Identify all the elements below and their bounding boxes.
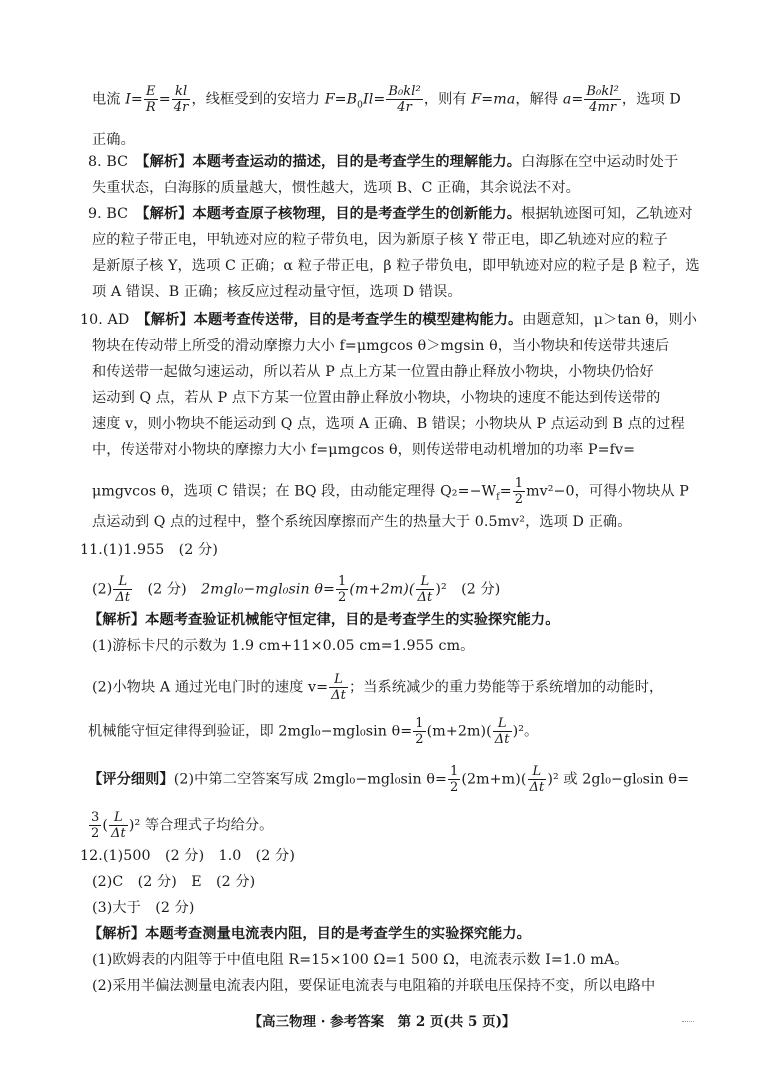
- denominator: 2: [338, 590, 347, 605]
- answer-10-line-2: 物块在传动带上所受的滑动摩擦力大小 f=μmgcos θ＞mgsin θ，当小物块和传送带共速后: [92, 338, 670, 354]
- expr: F=B: [324, 91, 358, 108]
- fraction-half: [336, 574, 348, 605]
- analysis-tag: 【解析】: [142, 206, 193, 222]
- answer-10-line-3: 和传送带一起做匀速运动，所以若从 P 点上方某一位置由静止释放小物块，小物块仍恰好: [92, 364, 654, 380]
- fraction-L-dt: [113, 574, 132, 605]
- denominator: 4mr: [589, 100, 617, 115]
- denominator: 2: [415, 732, 424, 747]
- answer-9-line-1: [0, 204, 764, 224]
- numerator: 3: [91, 810, 100, 825]
- expr: 2mgl₀−mgl₀sin θ=: [201, 581, 336, 598]
- answer-7-line-2: 正确。: [92, 132, 135, 148]
- numerator: 1: [449, 764, 459, 779]
- answer-10-line-8: 点运动到 Q 点的过程中，整个系统因摩擦而产生的热量大于 0.5mv²，选项 D 正确。: [92, 514, 632, 530]
- fraction-L-dt: [109, 810, 128, 841]
- expr: (m+2m)(: [349, 581, 415, 598]
- expr: F=ma: [471, 91, 516, 108]
- answer-11-part-2: [0, 574, 764, 605]
- answer-7-line-1: 电流 I= $\frac{E}{R}$ = $\frac{kl}{4r}$ ，线框受到的安培力 $F=B_0Il=$ $\frac{\text{B₀kl²}}{4r}$ ，则有 F=ma，解得 a= $\frac{\text{B₀kl²}}{4mr}$ ，选项 D: [92, 84, 681, 115]
- text: mv²−0，可得小物块从 P: [526, 483, 689, 500]
- analysis-summary: 本题考查原子核物理，目的是考查学生的创新能力。: [192, 206, 522, 222]
- numerator: 1: [415, 716, 424, 731]
- answer-11-explain-3: [0, 716, 764, 747]
- fraction-L-dt: [416, 574, 435, 605]
- numerator: L: [329, 672, 348, 688]
- answer-10-line-6: 中，传送带对小物块的摩擦力大小 f=μmgcos θ，则传送带电动机增加的功率 P=fv=: [92, 442, 636, 458]
- text: (2)小物块 A 通过光电门时的速度 v=: [92, 679, 329, 696]
- score: )² (2 分): [435, 581, 501, 598]
- equals: =: [158, 91, 171, 108]
- answer-11-explain-2: [0, 672, 764, 703]
- analysis-tag: 【解析】: [88, 612, 146, 628]
- analysis-tag: 【解析】: [88, 926, 146, 942]
- text: 根据轨迹图可知，乙轨迹对: [521, 206, 693, 222]
- analysis-summary: 本题考查传送带，目的是考查学生的模型建构能力。: [193, 312, 523, 328]
- answer-9-line-4: 项 A 错误、B 正确；核反应过程动量守恒，选项 D 错误。: [92, 284, 462, 300]
- numerator: L: [493, 716, 512, 732]
- answer-12-line-1: [0, 846, 764, 866]
- text: )² 等合理式子均给分。: [128, 817, 274, 834]
- fraction-L-dt: [329, 672, 348, 703]
- answer-8-line-2: 失重状态，白海豚的质量越大，惯性越大，选项 B、C 正确，其余说法不对。: [92, 180, 580, 196]
- text: 电流: [92, 91, 126, 108]
- answer-12-part-2: (2)C (2 分) E (2 分): [92, 874, 256, 890]
- answer-10-line-7: μmgvcos θ，选项 C 错误；在 BQ 段，由动能定理得 $Q_2=-W_f=$ $\frac{1}{2}$ mv²−0，可得小物块从 P: [92, 476, 689, 507]
- numerator: B₀kl²: [388, 84, 421, 99]
- answer-number: 8. BC: [88, 154, 129, 170]
- text: (: [102, 817, 109, 834]
- denominator: R: [145, 100, 156, 115]
- text: (m+2m)(: [426, 723, 492, 740]
- numerator: B₀kl²: [586, 84, 619, 99]
- numerator: L: [528, 764, 547, 780]
- fraction-half: [413, 716, 425, 747]
- text: 机械能守恒定律得到验证，即 2mgl₀−mgl₀sin θ=: [88, 723, 413, 740]
- answer-number: 12.: [80, 848, 103, 864]
- denominator: Δt: [417, 590, 433, 605]
- equals: =: [130, 91, 143, 108]
- expr: Il=: [362, 91, 386, 108]
- fraction-three-halves: [89, 810, 101, 841]
- symbol-I: I: [125, 91, 131, 108]
- expr: a=: [562, 91, 584, 108]
- denominator: 2: [91, 826, 100, 841]
- text: )² 或 2gl₀−gl₀sin θ=: [547, 771, 690, 788]
- answer-8-line-1: [0, 152, 764, 172]
- text: ；当系统减少的重力势能等于系统增加的动能时，: [348, 679, 664, 696]
- text: ，解得: [515, 91, 563, 108]
- answer-10-line-4: 运动到 Q 点，若从 P 点下方某一位置由静止释放小物块，小物块的速度不能达到传送带的: [92, 390, 661, 406]
- score-tag: 【评分细则】: [88, 771, 174, 788]
- scan-mark: [682, 1018, 694, 1022]
- text: ，则有: [423, 91, 472, 108]
- text: μmgvcos θ，选项 C 错误；在 BQ 段，由动能定理得 Q₂=−W: [92, 483, 497, 500]
- fraction-E-R: [144, 84, 158, 115]
- analysis-summary: 本题考查验证机械能守恒定律，目的是考查学生的实验探究能力。: [145, 612, 560, 628]
- answer-9-line-3: 是新原子核 Y，选项 C 正确；α 粒子带正电，β 粒子带负电，即甲轨迹对应的粒子是 β 粒子，选: [92, 258, 700, 274]
- fraction-kl-4r: [172, 84, 191, 115]
- denominator: Δt: [529, 780, 545, 795]
- denominator: 4r: [173, 100, 189, 115]
- text: 白海豚在空中运动时处于: [521, 154, 679, 170]
- analysis-summary: 本题考查测量电流表内阻，目的是考查学生的实验探究能力。: [145, 926, 531, 942]
- answer-number: 9. BC: [88, 206, 129, 222]
- answer-10-line-1: [0, 310, 764, 330]
- numerator: 1: [338, 574, 347, 589]
- answer-number: 11.: [80, 542, 103, 558]
- answer-11-analysis-header: [0, 610, 764, 630]
- fraction-L-dt: [528, 764, 547, 795]
- text: (2m+m)(: [461, 771, 527, 788]
- score: (2 分): [133, 581, 202, 598]
- analysis-summary: 本题考查运动的描述，目的是考查学生的理解能力。: [192, 154, 522, 170]
- fraction-half: [448, 764, 460, 795]
- answer-9-line-2: 应的粒子带正电，甲轨迹对应的粒子带负电，因为新原子核 Y 带正电，即乙轨迹对应的粒子: [92, 232, 668, 248]
- part-1-answer: (1)1.955 (2 分): [102, 542, 218, 558]
- text: 由题意知，μ＞tan θ，则小: [522, 312, 698, 328]
- answer-11-explain-1: (1)游标卡尺的示数为 1.9 cm+11×0.05 cm=1.955 cm。: [92, 638, 475, 654]
- numerator: L: [416, 574, 435, 590]
- denominator: Δt: [494, 732, 510, 747]
- answer-12-part-3: (3)大于 (2 分): [92, 900, 195, 916]
- numerator: E: [144, 84, 158, 100]
- denominator: 4r: [397, 100, 412, 115]
- analysis-tag: 【解析】: [143, 312, 194, 328]
- denominator: Δt: [111, 826, 126, 841]
- fraction-half: [513, 476, 525, 507]
- denominator: Δt: [331, 688, 346, 703]
- answer-number: 10. AD: [80, 312, 130, 328]
- answer-10-line-5: 速度 v，则小物块不能运动到 Q 点，选项 A 正确、B 错误；小物块从 P 点运动到 B 点的过程: [92, 416, 685, 432]
- numerator: 1: [514, 476, 524, 491]
- answer-11-score-2: [0, 810, 764, 841]
- text: (2)中第二空答案写成 2mgl₀−mgl₀sin θ=: [173, 771, 447, 788]
- text: =: [499, 483, 512, 500]
- text: ，线框受到的安培力: [191, 91, 325, 108]
- page-footer: 【高三物理 · 参考答案 第 2 页(共 5 页)】: [248, 1014, 516, 1030]
- fraction-B0kl2-4mr: [584, 84, 621, 115]
- denominator: 2: [449, 780, 459, 795]
- answer-12-analysis-header: [0, 924, 764, 944]
- text: ，选项 D: [621, 91, 681, 108]
- numerator: kl: [172, 84, 191, 100]
- answer-12-explain-1: (1)欧姆表的内阻等于中值电阻 R=15×100 Ω=1 500 Ω，电流表示数 I=1.0 mA。: [92, 952, 629, 968]
- part-1-answer: (1)500 (2 分) 1.0 (2 分): [102, 848, 295, 864]
- fraction-L-dt: [493, 716, 512, 747]
- numerator: L: [109, 810, 128, 826]
- fraction-B0kl2-4r: [386, 84, 423, 115]
- denominator: 2: [514, 492, 524, 507]
- part-label: (2): [92, 581, 113, 598]
- answer-11-line-1: [0, 540, 764, 560]
- answer-12-explain-2: (2)采用半偏法测量电流表内阻，要保证电流表与电阻箱的并联电压保持不变，所以电路中: [92, 978, 656, 994]
- text: )²。: [512, 723, 539, 740]
- answer-11-score-1: [0, 764, 764, 795]
- analysis-tag: 【解析】: [142, 154, 193, 170]
- denominator: Δt: [115, 590, 131, 605]
- numerator: L: [113, 574, 132, 590]
